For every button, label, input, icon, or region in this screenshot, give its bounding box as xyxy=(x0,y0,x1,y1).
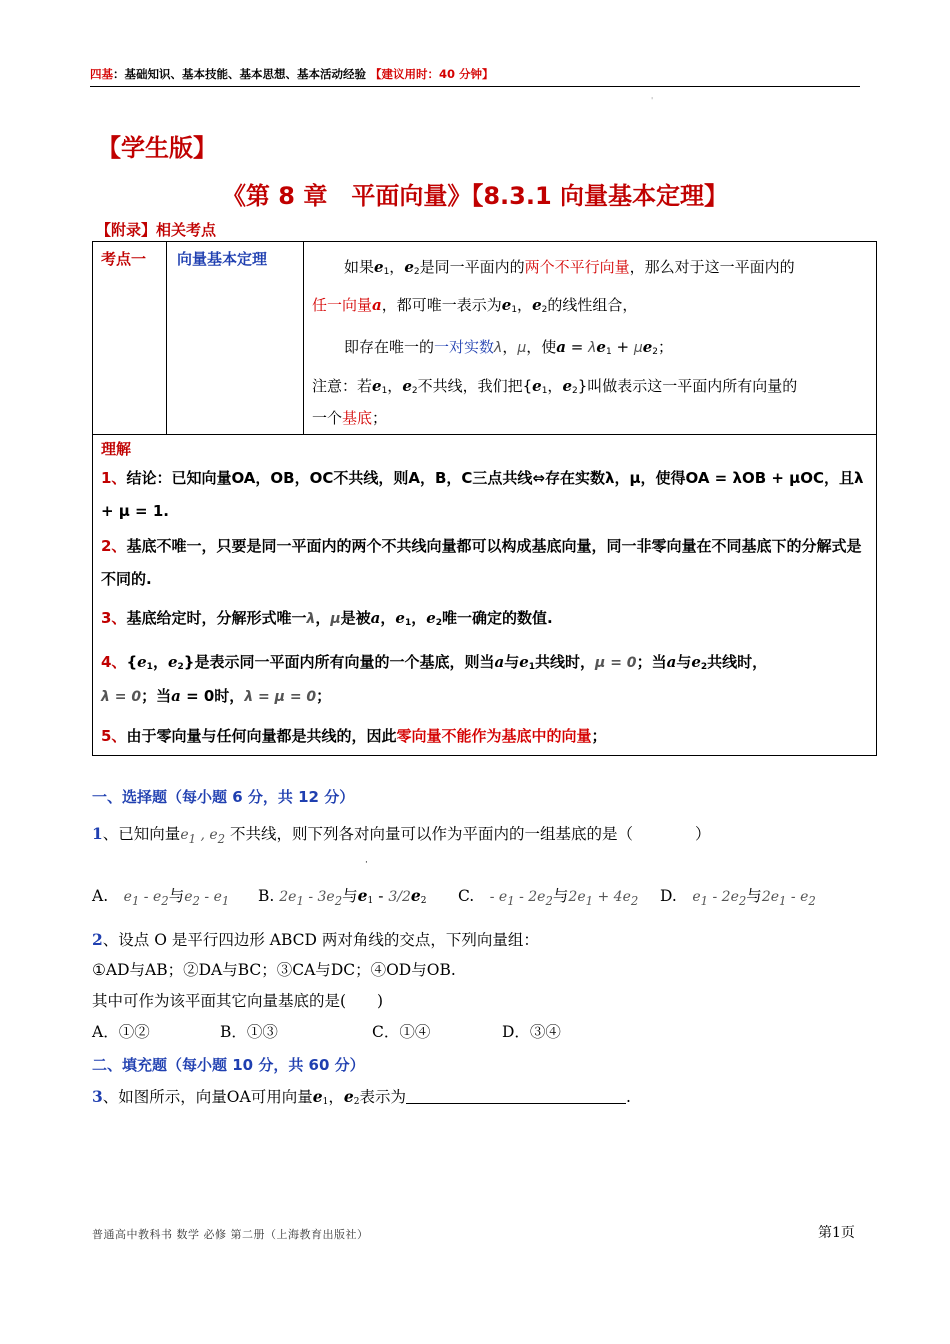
q2-option-a[interactable]: A．①② xyxy=(92,1023,150,1041)
section-fill-heading: 二、填充题（每小题 10 分，共 60 分） xyxy=(92,1056,365,1074)
key-point-table xyxy=(92,241,877,756)
understand-item-4-cont: λ = 0；当a = 0时，λ = μ = 0； xyxy=(101,687,332,705)
header-text: ：基础知识、基本技能、基本思想、基本活动经验 xyxy=(113,67,371,81)
edition-label: 【学生版】 xyxy=(97,134,217,162)
question-1: 1、已知向量$e_1$ , $e_2$ 不共线，则下列各对向量可以作为平面内的一组基底的是（ ） xyxy=(92,824,711,846)
question-2-items: ①AD与AB；②DA与BC；③CA与DC；④OD与OB. xyxy=(92,961,456,979)
q1-option-a[interactable]: A. $e_1 - e_2$与$e_2 - e_1$ xyxy=(92,887,230,908)
key-point-content: 如果$e_1$，$e_2$是同一平面内的两个不平行向量，那么对于这一平面内的 任一向量a，都可唯一表示为$e_1$，$e_2$的线性组合， 即存在唯一的一对实数λ，μ，使$a = \lambda e_1 + \mu e_2$； 注意：若$e_1$，$e_2$不共线，我们把{$e_1$，$e_2$}叫做表示这一平面内所有向量的 一个基底； xyxy=(312,258,798,427)
understand-item-3: 3、基底给定时，分解形式唯一λ，μ是被a，$e_1$，$e_2$唯一确定的数值. xyxy=(101,609,553,628)
footer-source: 普通高中教科书 数学 必修 第二册（上海教育出版社） xyxy=(92,1228,369,1241)
appendix-heading: 【附录】相关考点 xyxy=(96,221,217,239)
question-2-prompt: 其中可作为该平面其它向量基底的是( ) xyxy=(92,992,384,1010)
answer-blank[interactable] xyxy=(406,1089,626,1104)
understand-heading: 理解 xyxy=(101,440,132,458)
q1-option-b[interactable]: B. $2e_1 - 3e_2$与$e_1 - 3/2e_2$ xyxy=(258,886,427,908)
header-label: 四基 xyxy=(90,67,113,81)
understand-item-1: 1、结论：已知向量OA，OB，OC不共线，则A，B，C三点共线⇔存在实数λ，μ，使得OA = λOB + μOC，且λ + μ = 1. xyxy=(101,469,864,520)
q2-option-b[interactable]: B．①③ xyxy=(220,1023,278,1041)
page-header xyxy=(90,66,860,87)
stray-mark: ' xyxy=(651,96,654,105)
key-point-row xyxy=(93,242,876,435)
understand-item-5: 5、由于零向量与任何向量都是共线的，因此零向量不能作为基底中的向量； xyxy=(101,727,607,745)
question-2: 2、设点 O 是平行四边形 ABCD 两对角线的交点，下列向量组： xyxy=(92,930,539,949)
key-point-name: 向量基本定理 xyxy=(177,250,268,268)
understand-item-2: 2、基底不唯一，只要是同一平面内的两个不共线向量都可以构成基底向量，同一非零向量在不同基底下的分解式是不同的. xyxy=(101,537,862,588)
key-point-label: 考点一 xyxy=(101,250,147,268)
q2-option-d[interactable]: D．③④ xyxy=(502,1023,561,1041)
header-time: 【建议用时：40 分钟】 xyxy=(370,67,494,81)
understand-item-4: 4、{$e_1$，$e_2$}是表示同一平面内所有向量的一个基底，则当a与$e_1$共线时，μ = 0；当a与$e_2$共线时， xyxy=(101,653,768,672)
q1-option-d[interactable]: D. $e_1 - 2e_2$与$2e_1 - e_2$ xyxy=(660,887,816,908)
page-number: 第1页 xyxy=(818,1225,855,1241)
page-title: 《第 8 章 平面向量》【8.3.1 向量基本定理】 xyxy=(221,182,729,210)
q2-option-c[interactable]: C．①④ xyxy=(372,1023,431,1041)
q1-option-c[interactable]: C. - $e_1 - 2e_2$与$2e_1 + 4e_2$ xyxy=(458,887,639,908)
question-3: 3、如图所示，向量OA可用向量$e_1$，$e_2$表示为 . xyxy=(92,1087,631,1107)
section-choice-heading: 一、选择题（每小题 6 分，共 12 分） xyxy=(92,788,355,806)
